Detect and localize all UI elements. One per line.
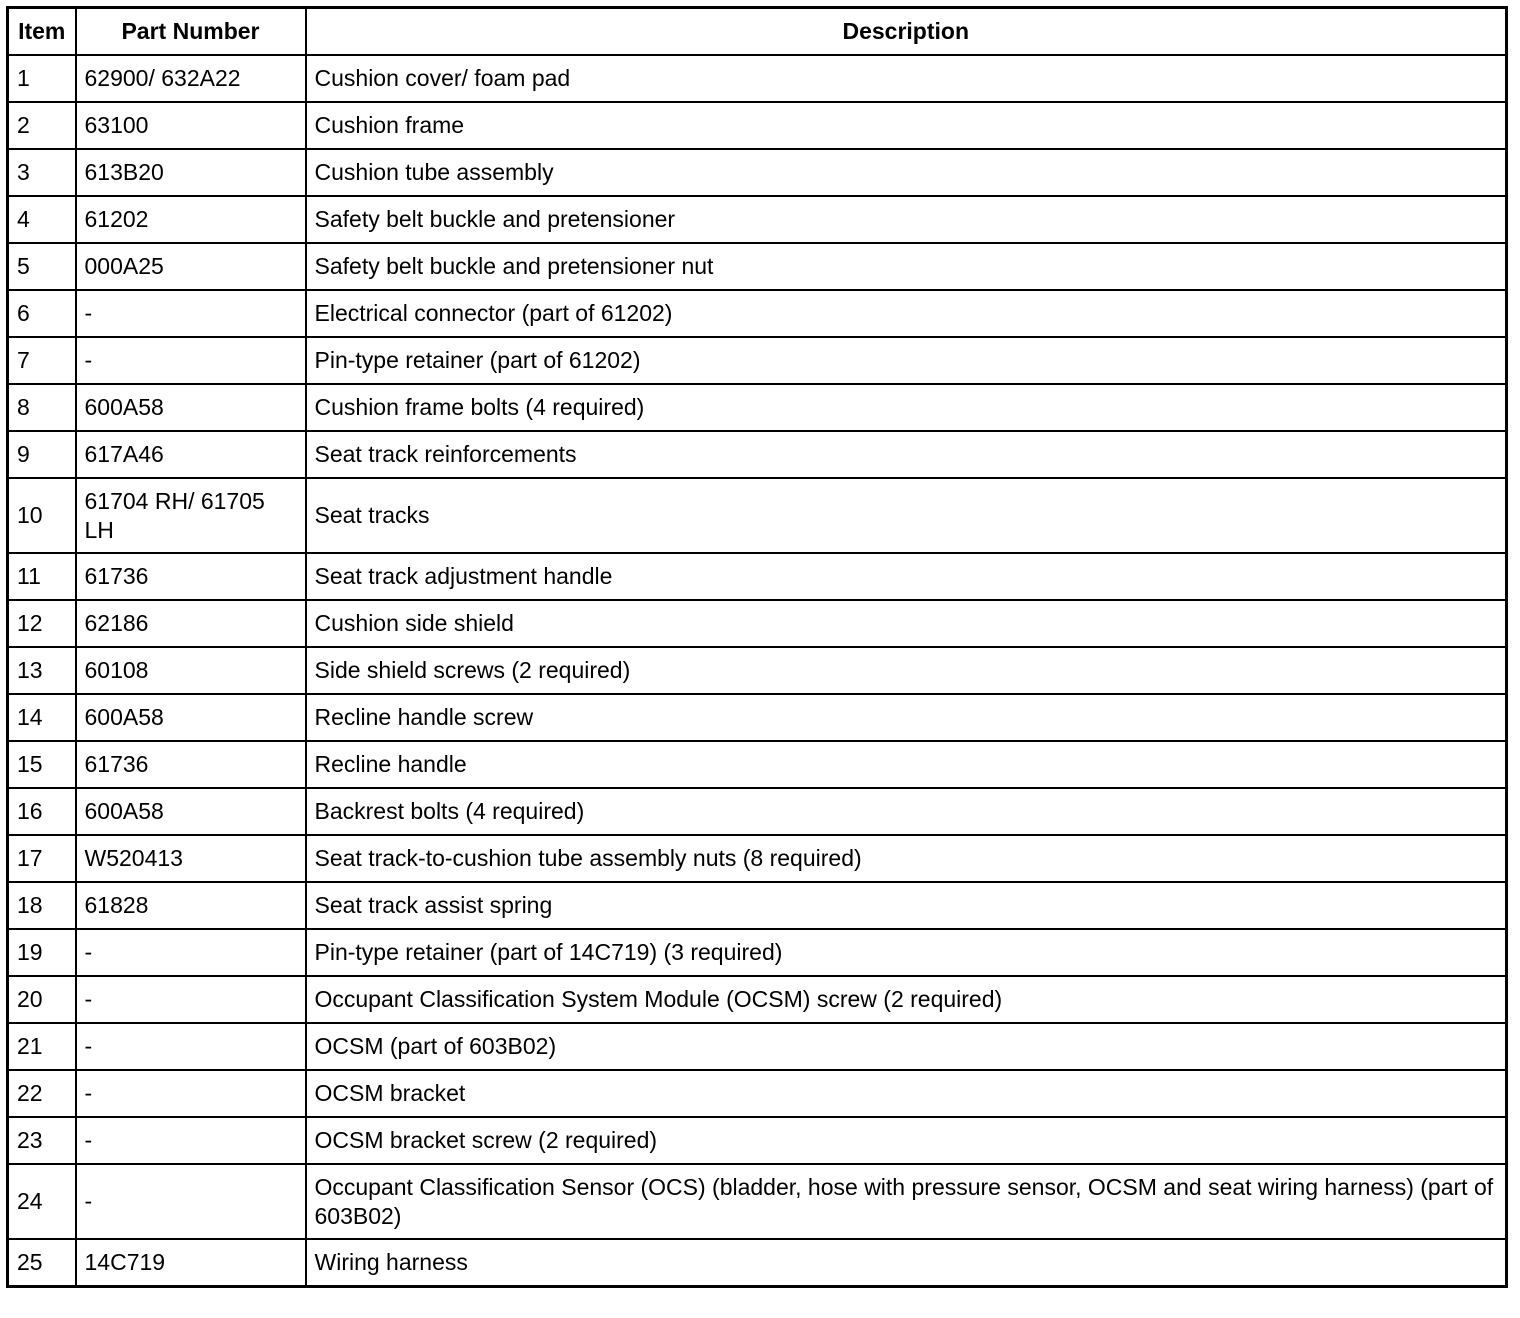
header-description: Description — [306, 8, 1507, 56]
description-cell: Backrest bolts (4 required) — [306, 788, 1507, 835]
item-cell: 13 — [8, 647, 76, 694]
table-row — [8, 1117, 1507, 1164]
table-row — [8, 337, 1507, 384]
item-cell: 14 — [8, 694, 76, 741]
description-cell: Recline handle screw — [306, 694, 1507, 741]
item-cell: 20 — [8, 976, 76, 1023]
table-row — [8, 1070, 1507, 1117]
description-cell: Cushion frame — [306, 102, 1507, 149]
item-cell: 5 — [8, 243, 76, 290]
header-part-number: Part Number — [76, 8, 306, 56]
header-item: Item — [8, 8, 76, 56]
description-cell: Safety belt buckle and pretensioner — [306, 196, 1507, 243]
table-row — [8, 431, 1507, 478]
table-row — [8, 1239, 1507, 1287]
table-row — [8, 929, 1507, 976]
part-number-cell: - — [76, 337, 306, 384]
description-cell: Seat track adjustment handle — [306, 553, 1507, 600]
part-number-cell: 61704 RH/ 61705 LH — [76, 478, 306, 553]
part-number-cell: 63100 — [76, 102, 306, 149]
description-cell: Occupant Classification Sensor (OCS) (bladder, hose with pressure sensor, OCSM and seat wiring harness) (part of 603B02) — [306, 1164, 1507, 1239]
item-cell: 3 — [8, 149, 76, 196]
part-number-cell: - — [76, 1070, 306, 1117]
item-cell: 8 — [8, 384, 76, 431]
description-cell: Safety belt buckle and pretensioner nut — [306, 243, 1507, 290]
description-cell: OCSM (part of 603B02) — [306, 1023, 1507, 1070]
part-number-cell: - — [76, 290, 306, 337]
part-number-cell: - — [76, 1164, 306, 1239]
item-cell: 7 — [8, 337, 76, 384]
part-number-cell: 14C719 — [76, 1239, 306, 1287]
table-row — [8, 1023, 1507, 1070]
table-row — [8, 694, 1507, 741]
item-cell: 23 — [8, 1117, 76, 1164]
description-cell: Seat track assist spring — [306, 882, 1507, 929]
part-number-cell: 600A58 — [76, 788, 306, 835]
part-number-cell: 600A58 — [76, 384, 306, 431]
description-cell: OCSM bracket screw (2 required) — [306, 1117, 1507, 1164]
part-number-cell: W520413 — [76, 835, 306, 882]
part-number-cell: 617A46 — [76, 431, 306, 478]
item-cell: 16 — [8, 788, 76, 835]
item-cell: 24 — [8, 1164, 76, 1239]
table-row — [8, 290, 1507, 337]
part-number-cell: 61828 — [76, 882, 306, 929]
description-cell: Cushion frame bolts (4 required) — [306, 384, 1507, 431]
description-cell: Electrical connector (part of 61202) — [306, 290, 1507, 337]
description-cell: Seat track reinforcements — [306, 431, 1507, 478]
description-cell: Pin-type retainer (part of 14C719) (3 required) — [306, 929, 1507, 976]
part-number-cell: 61736 — [76, 553, 306, 600]
table-row — [8, 600, 1507, 647]
parts-table — [6, 6, 1508, 1288]
item-cell: 21 — [8, 1023, 76, 1070]
table-row — [8, 1164, 1507, 1239]
table-row — [8, 478, 1507, 553]
description-cell: Side shield screws (2 required) — [306, 647, 1507, 694]
description-cell: Cushion tube assembly — [306, 149, 1507, 196]
item-cell: 15 — [8, 741, 76, 788]
part-number-cell: 600A58 — [76, 694, 306, 741]
item-cell: 6 — [8, 290, 76, 337]
table-row — [8, 882, 1507, 929]
item-cell: 12 — [8, 600, 76, 647]
item-cell: 4 — [8, 196, 76, 243]
description-cell: Wiring harness — [306, 1239, 1507, 1287]
part-number-cell: - — [76, 976, 306, 1023]
table-row — [8, 196, 1507, 243]
part-number-cell: 61202 — [76, 196, 306, 243]
description-cell: Seat track-to-cushion tube assembly nuts (8 required) — [306, 835, 1507, 882]
description-cell: Cushion cover/ foam pad — [306, 55, 1507, 102]
table-row — [8, 149, 1507, 196]
part-number-cell: - — [76, 1023, 306, 1070]
part-number-cell: 613B20 — [76, 149, 306, 196]
item-cell: 25 — [8, 1239, 76, 1287]
description-cell: Occupant Classification System Module (OCSM) screw (2 required) — [306, 976, 1507, 1023]
item-cell: 19 — [8, 929, 76, 976]
description-cell: Recline handle — [306, 741, 1507, 788]
item-cell: 11 — [8, 553, 76, 600]
table-row — [8, 835, 1507, 882]
item-cell: 22 — [8, 1070, 76, 1117]
part-number-cell: 62900/ 632A22 — [76, 55, 306, 102]
table-row — [8, 976, 1507, 1023]
item-cell: 10 — [8, 478, 76, 553]
header-row — [8, 8, 1507, 56]
table-header — [8, 8, 1507, 56]
description-cell: Seat tracks — [306, 478, 1507, 553]
table-row — [8, 647, 1507, 694]
table-row — [8, 788, 1507, 835]
description-cell: Cushion side shield — [306, 600, 1507, 647]
item-cell: 1 — [8, 55, 76, 102]
table-row — [8, 55, 1507, 102]
table-body — [8, 55, 1507, 1287]
item-cell: 18 — [8, 882, 76, 929]
item-cell: 2 — [8, 102, 76, 149]
part-number-cell: - — [76, 929, 306, 976]
item-cell: 17 — [8, 835, 76, 882]
part-number-cell: 60108 — [76, 647, 306, 694]
item-cell: 9 — [8, 431, 76, 478]
part-number-cell: 000A25 — [76, 243, 306, 290]
table-row — [8, 243, 1507, 290]
table-row — [8, 741, 1507, 788]
description-cell: Pin-type retainer (part of 61202) — [306, 337, 1507, 384]
table-row — [8, 384, 1507, 431]
table-row — [8, 102, 1507, 149]
part-number-cell: 61736 — [76, 741, 306, 788]
description-cell: OCSM bracket — [306, 1070, 1507, 1117]
part-number-cell: - — [76, 1117, 306, 1164]
table-row — [8, 553, 1507, 600]
part-number-cell: 62186 — [76, 600, 306, 647]
